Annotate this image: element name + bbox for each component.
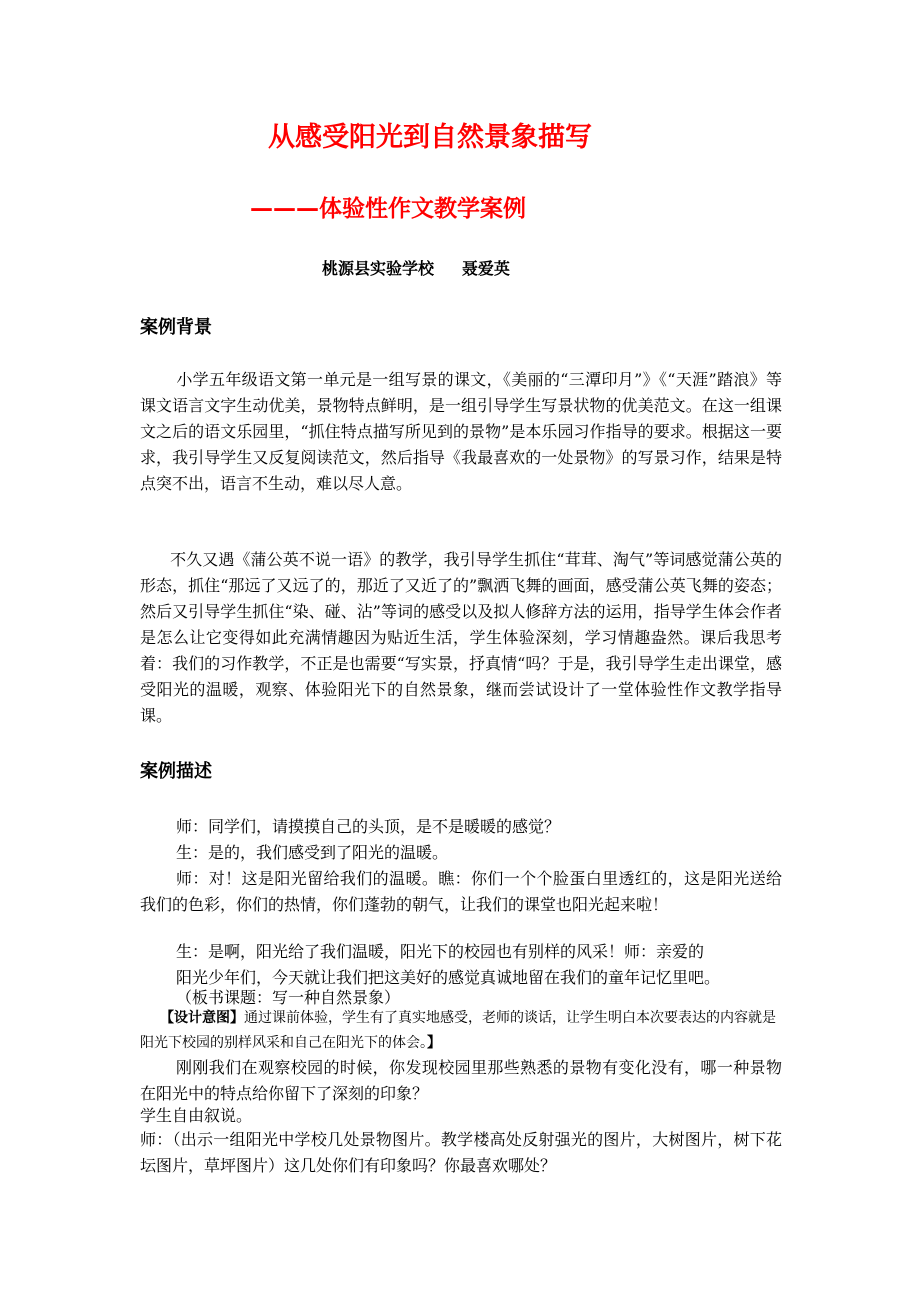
dialogue-paragraph: 师：对！这是阳光留给我们的温暖。瞧：你们一个个脸蛋白里透红的，这是阳光送给我们的色彩，你们的热情，你们蓬勃的朝气，让我们的课堂也阳光起来啦！ (140, 869, 782, 914)
design-intent-end: 】 (427, 1035, 441, 1051)
design-intent-note (140, 1006, 782, 1056)
paragraph-text: 小学五年级语文第一单元是一组写景的课文，《美丽的“三潭印月”》《“天涯”踏浪》等课文语言文字生动优美，景物特点鲜明，是一组引导学生写景状物的优美范文。在这一组课文之后的语文乐园里，“抓住特点描写所见到的景物”是本乐园习作指导的要求。根据这一要求，我引导学生又反复阅读范文，然后指导《我最喜欢的一处景物》的写景习作，结果是特点突不出，语言不生动，难以尽人意。 (140, 370, 782, 493)
teacher-question: 刚刚我们在观察校园的时候，你发现校园里那些熟悉的景物有变化没有，哪一种景物在阳光中的特点给你留下了深刻的印象？ (140, 1058, 782, 1103)
author-line: 桃源县实验学校 聂爱英 (322, 259, 510, 278)
board-title-note: （板书课题：写一种自然景象） (176, 988, 401, 1007)
dialogue-line: 生：是啊，阳光给了我们温暖，阳光下的校园也有别样的风采！师：亲爱的 (176, 942, 705, 961)
dialogue-line: 师：同学们，请摸摸自己的头顶，是不是暖暖的感觉？ (176, 817, 561, 836)
document-title: 从感受阳光到自然景象描写 (268, 122, 592, 153)
background-paragraph-2 (140, 547, 782, 729)
dialogue-line: 阳光少年们，今天就让我们把这美好的感觉真诚地留在我们的童年记忆里吧。 (176, 968, 721, 987)
teacher-instruction: 师：（出示一组阳光中学校几处景物图片。教学楼高处反射强光的图片，大树图片，树下花坛图片，草坪图片）这几处你们有印象吗？你最喜欢哪处？ (140, 1130, 782, 1175)
student-activity: 学生自由叙说。 (140, 1106, 253, 1125)
dialogue-line: 生：是的，我们感受到了阳光的温暖。 (176, 843, 449, 862)
paragraph-text: 不久又遇《蒲公英不说一语》的教学，我引导学生抓住“茸茸、淘气”等词感觉蒲公英的形态，抓住“那远了又远了的，那近了又近了的”飘洒飞舞的画面，感受蒲公英飞舞的姿态；然后又引导学生抓住“染、碰、沾”等词的感受以及拟人修辞方法的运用，指导学生体会作者是怎么让它变得如此充满情趣因为贴近生活，学生体验深刻，学习情趣盎然。课后我思考着：我们的习作教学，不正是也需要“写实景，抒真情“吗？于是，我引导学生走出课堂，感受阳光的温暖，观察、体验阳光下的自然景象，继而尝试设计了一堂体验性作文教学指导课。 (140, 550, 782, 725)
background-paragraph-1 (140, 367, 782, 497)
section-heading-background: 案例背景 (140, 317, 212, 338)
design-intent-label: 【设计意图】 (160, 1010, 244, 1026)
section-heading-description: 案例描述 (140, 761, 212, 782)
document-subtitle: ———体验性作文教学案例 (250, 196, 526, 222)
design-intent-text: 通过课前体验，学生有了真实地感受，老师的谈话，让学生明白本次要表达的内容就是阳光下校园的别样风采和自己在阳光下的体会。 (140, 1010, 776, 1051)
